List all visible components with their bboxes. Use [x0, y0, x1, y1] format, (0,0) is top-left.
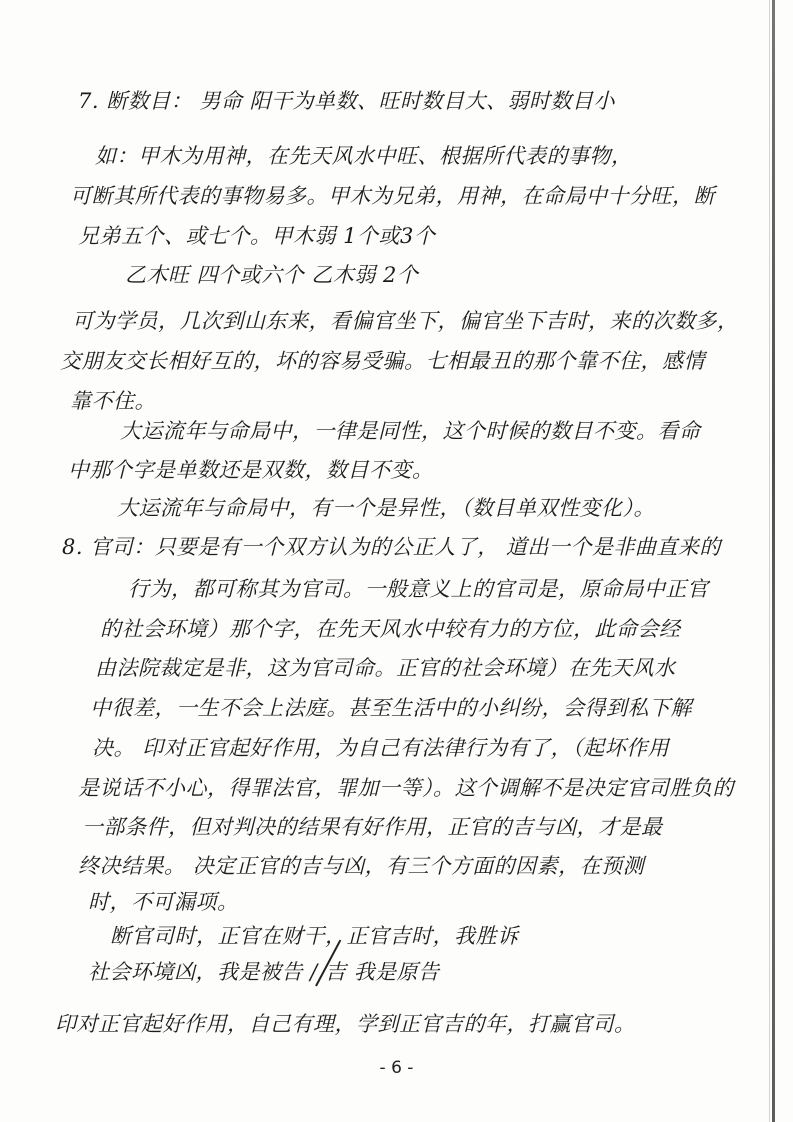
- text-line: 可为学员，几次到山东来，看偏官坐下，偏官坐下吉时，来的次数多，: [72, 309, 739, 333]
- text-line: 7. 断数目： 男命 阳干为单数、旺时数目大、弱时数目小: [78, 89, 616, 113]
- text-line: 时，不可漏项。: [88, 890, 239, 914]
- text-line: 可断其所代表的事物易多。甲木为兄弟，用神，在命局中十分旺，断: [70, 184, 715, 208]
- text-line: 断官司时，正官在财干，正官吉时，我胜诉: [110, 924, 519, 948]
- page-number: - 6 -: [379, 1058, 414, 1078]
- text-line: 中那个字是单数还是双数，数目不变。: [68, 458, 434, 482]
- text-line: 的社会环境）那个字，在先天风水中较有力的方位，此命会经: [100, 617, 681, 641]
- text-line: 由法院裁定是非，这为官司命。正官的社会环境）在先天风水: [95, 656, 676, 680]
- text-line: 社会环境凶，我是被告 / 吉 我是原告: [88, 960, 440, 984]
- scan-border-shadow: [769, 0, 770, 1122]
- text-line: 兄弟五个、或七个。甲木弱 1个或3个: [78, 224, 436, 248]
- text-line: 决。 印对正官起好作用，为自己有法律行为有了，（起坏作用: [92, 736, 670, 760]
- text-line: 行为，都可称其为官司。一般意义上的官司是，原命局中正官: [128, 577, 709, 601]
- text-line: 如：甲木为用神，在先天风水中旺、根据所代表的事物，: [95, 144, 633, 168]
- text-line: 8. 官司：只要是有一个双方认为的公正人了， 道出一个是非曲直来的: [62, 535, 721, 559]
- text-line: 印对正官起好作用，自己有理，学到正官吉的年，打赢官司。: [55, 1012, 636, 1036]
- text-line: 大运流年与命局中，一律是同性，这个时候的数目不变。看命: [120, 419, 701, 443]
- text-line: 乙木旺 四个或六个 乙木弱 2个: [125, 263, 419, 287]
- text-line: 是说话不小心，得罪法官，罪加一等）。这个调解不是决定官司胜负的: [78, 776, 734, 800]
- text-line: 终决结果。 决定正官的吉与凶，有三个方面的因素，在预测: [78, 854, 645, 878]
- text-line: 一部条件，但对判决的结果有好作用，正官的吉与凶，才是最: [82, 815, 663, 839]
- text-line: 中很差，一生不会上法庭。甚至生活中的小纠纷，会得到私下解: [90, 696, 692, 720]
- text-line: 靠不住。: [70, 389, 156, 413]
- text-line: 大运流年与命局中，有一个是异性，（数目单双性变化）。: [117, 496, 655, 520]
- scan-border-edge: [772, 0, 775, 1122]
- text-line: 交朋友交长相好互的，坏的容易受骗。七相最丑的那个靠不住，感情: [60, 349, 705, 373]
